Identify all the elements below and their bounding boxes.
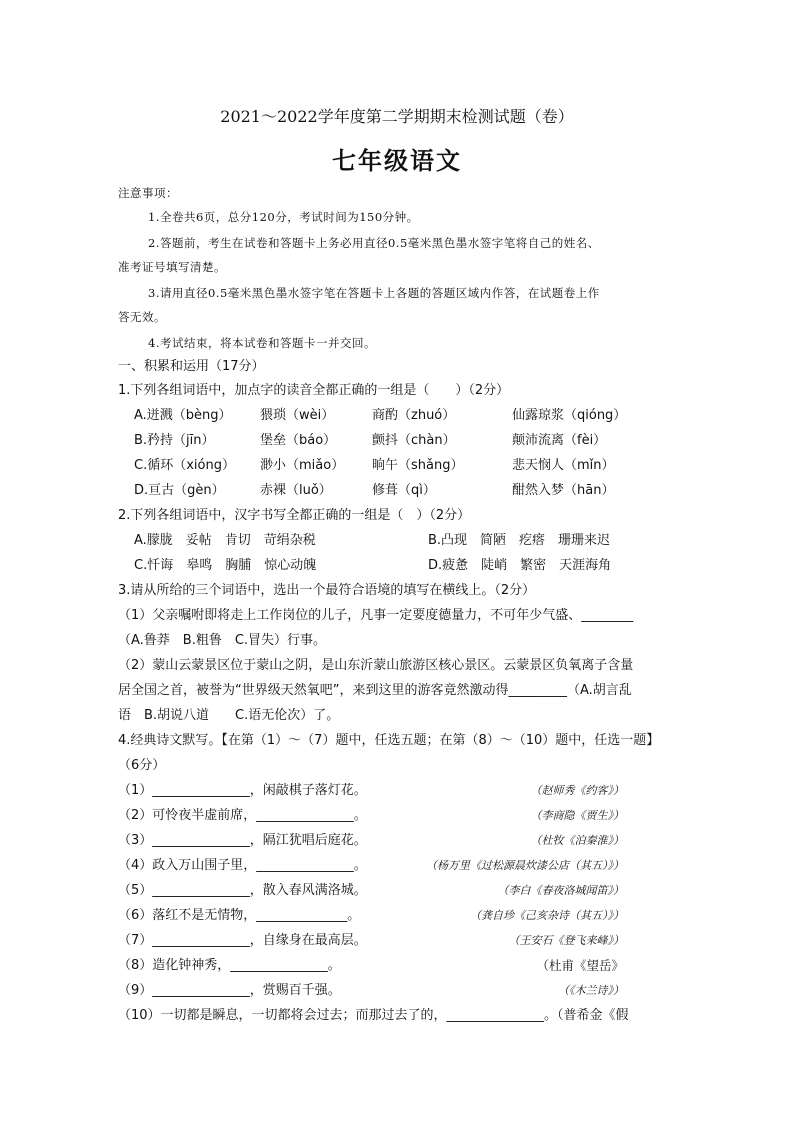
- q4-source: （李白《春夜洛城闻笛》）: [497, 884, 624, 897]
- q4-source: （赵师秀《约客》）: [530, 784, 624, 797]
- q1-option: 酣然入梦（hān）: [512, 483, 615, 498]
- q1-option: C.循环（xióng）: [134, 458, 235, 473]
- q1-option: D.亘古（gèn）: [134, 483, 225, 498]
- q2-stem: 2.下列各组词语中，汉字书写全都正确的一组是（ ）（2分）: [118, 508, 471, 523]
- q1-stem: 1.下列各组词语中，加点字的读音全都正确的一组是（ ）（2分）: [118, 383, 510, 398]
- note-2b: 准考证号填写清楚。: [118, 260, 226, 274]
- q4-source: （杨万里《过松源晨炊漆公店（其五）》）: [426, 859, 624, 872]
- q3-stem: 3.请从所给的三个词语中，选出一个最符合语境的填写在横线上。（2分）: [118, 583, 536, 598]
- q2-option-c: C.忏诲 皋鸣 胸脯 惊心动魄: [134, 558, 317, 573]
- note-3b: 答无效。: [118, 310, 166, 324]
- q1-option: 仙露琼浆（qióng）: [512, 408, 627, 423]
- q4-line: （4）政入万山围子里，_______________。: [118, 858, 367, 873]
- section-heading: 一、积累和运用（17分）: [118, 359, 265, 374]
- q4-source: （王安石《登飞来峰》）: [508, 934, 624, 947]
- q1-option: 颤抖（chàn）: [372, 433, 456, 448]
- q4-line: （7）_______________，自缘身在最高层。: [118, 933, 367, 948]
- q2-option-a: A.朦胧 妥帖 肯切 苛绢杂税: [134, 533, 316, 548]
- exam-subtitle: 七年级语文: [332, 146, 462, 175]
- note-2a: 2.答题前，考生在试卷和答题卡上务必用直径0.5毫米黑色墨水签字笔将自己的姓名、: [148, 236, 600, 250]
- q3-part1-line1: （1）父亲嘱咐即将走上工作岗位的儿子，凡事一定要度德量力，不可年少气盛、________: [118, 608, 634, 623]
- q4-line: （10）一切都是瞬息，一切都将会过去；而那过去了的，_______________。（普希金《假: [118, 1008, 629, 1023]
- q4-line: （6）落红不是无情物，______________。: [118, 908, 361, 923]
- q4-line: （2）可怜夜半虚前席，_______________。: [118, 808, 367, 823]
- q1-option: A.迸溅（bèng）: [134, 408, 232, 423]
- q4-line: （9）_______________，赏赐百千强。: [118, 983, 341, 998]
- q4-source: （杜甫《望岳》: [536, 958, 624, 973]
- note-1: 1.全卷共6页，总分120分，考试时间为150分钟。: [148, 210, 419, 224]
- q4-line: （3）_______________，隔江犹唱后庭花。: [118, 833, 367, 848]
- q1-option: 商酌（zhuó）: [372, 408, 456, 423]
- q1-option: 堡垒（báo）: [260, 433, 337, 448]
- notes-heading: 注意事项：: [118, 186, 178, 200]
- q1-option: B.矜持（jīn）: [134, 433, 215, 448]
- q2-option-d: D.疲惫 陡峭 繁密 天涯海角: [428, 558, 612, 573]
- q4-source: （《木兰诗》）: [558, 984, 624, 997]
- q3-part2-line3: 语 B.胡说八道 C.语无伦次）了。: [118, 708, 340, 723]
- note-3a: 3.请用直径0.5毫米黑色墨水签字笔在答题卡上各题的答题区域内作答，在试题卷上作: [148, 286, 600, 300]
- q4-line: （1）_______________，闲敲棋子落灯花。: [118, 783, 367, 798]
- q4-source: （李商隐《贾生》）: [530, 809, 624, 822]
- q4-source: （龚自珍《己亥杂诗（其五）》）: [470, 909, 624, 922]
- q1-option: 颠沛流离（fèi）: [512, 433, 607, 448]
- q3-part2-line1: （2）蒙山云蒙景区位于蒙山之阴，是山东沂蒙山旅游区核心景区。云蒙景区负氧离子含量: [118, 658, 634, 673]
- q2-option-b: B.凸现 简陋 疙瘩 珊珊来迟: [428, 533, 611, 548]
- q3-part1-line2: （A.鲁莽 B.粗鲁 C.冒失）行事。: [118, 633, 327, 648]
- q4-source: （杜牧《泊秦淮》）: [530, 834, 624, 847]
- q4-stem-line2: （6分）: [118, 758, 166, 773]
- q3-part2-line2: 居全国之首，被誉为“世界级天然氧吧”，来到这里的游客竟然激动得_________（A.胡言乱: [118, 683, 632, 698]
- q1-option: 修葺（qì）: [372, 483, 436, 498]
- note-4: 4.考试结束，将本试卷和答题卡一并交回。: [148, 336, 376, 350]
- q4-stem-line1: 4.经典诗文默写。【在第（1）～（7）题中，任选五题；在第（8）～（10）题中，任选一题】: [118, 733, 660, 748]
- q1-option: 赤裸（luǒ）: [260, 483, 332, 498]
- q1-option: 渺小（miǎo）: [260, 458, 345, 473]
- q1-option: 猥琐（wèi）: [260, 408, 335, 423]
- q4-line: （5）_______________，散入春风满洛城。: [118, 883, 367, 898]
- q1-option: 晌午（shǎng）: [372, 458, 464, 473]
- q1-option: 悲天悯人（mǐn）: [512, 458, 615, 473]
- q4-line: （8）造化钟神秀，_______________。: [118, 958, 341, 973]
- exam-title: 2021～2022学年度第二学期期末检测试题（卷）: [220, 107, 574, 126]
